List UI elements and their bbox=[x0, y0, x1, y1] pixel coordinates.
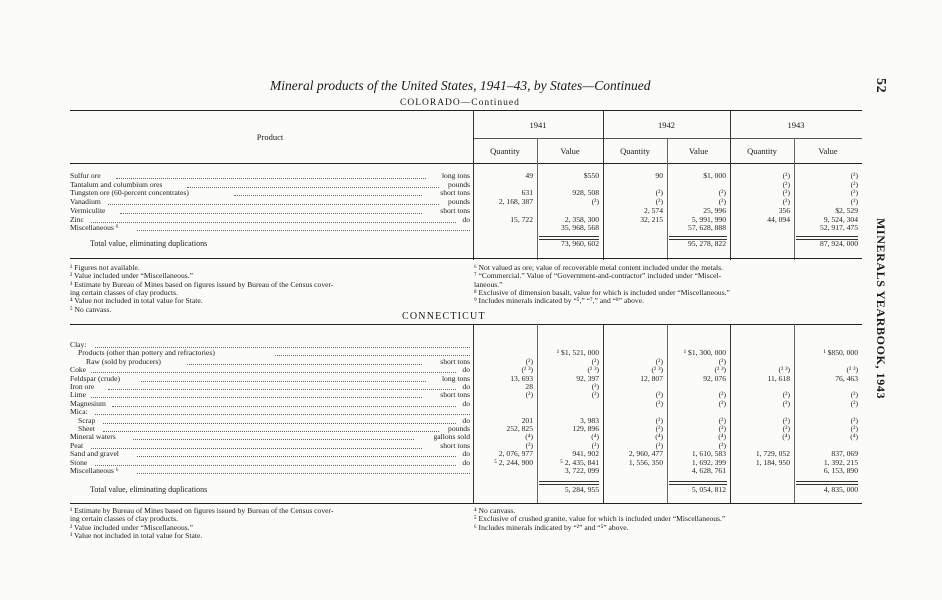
column-header-value: Value bbox=[560, 146, 580, 156]
row-label: Sand and gravel bbox=[70, 450, 119, 459]
value-cell: 4, 628, 761 bbox=[691, 466, 726, 475]
quantity-cell: (²) bbox=[655, 188, 663, 198]
leader-dots bbox=[91, 397, 422, 398]
value-cell: 5, 991, 990 bbox=[691, 214, 726, 224]
leader-dots bbox=[137, 230, 470, 231]
value-cell: (²) bbox=[850, 197, 858, 207]
row-unit: long tons bbox=[441, 373, 470, 383]
value-cell: ¹ $1, 521, 000 bbox=[556, 348, 599, 358]
quantity-cell: 28 bbox=[525, 382, 533, 391]
value-cell: ⁵ 2, 435, 841 bbox=[560, 457, 599, 467]
total-value: 4, 835, 000 bbox=[823, 485, 858, 494]
value-cell: 35, 968, 568 bbox=[561, 223, 599, 233]
value-cell: ¹ $1, 300, 000 bbox=[683, 348, 726, 358]
value-cell: (²) bbox=[591, 440, 599, 450]
value-cell: (²) bbox=[718, 424, 726, 433]
column-header-year: 1942 bbox=[658, 120, 675, 130]
quantity-cell: (² ³) bbox=[651, 365, 663, 375]
quantity-cell: 11, 618 bbox=[767, 373, 790, 383]
value-cell: (²) bbox=[718, 356, 726, 366]
table-row bbox=[70, 366, 470, 374]
leader-dots bbox=[108, 389, 456, 390]
footnote: ⁷ “Commercial.” Value of “Government-and-contractor” included under “Miscel- bbox=[474, 271, 722, 281]
quantity-cell: (²) bbox=[782, 171, 790, 180]
row-unit: short tons bbox=[440, 205, 470, 215]
footnote: ⁵ Exclusive of crushed granite, value for which is included under “Miscellaneous.” bbox=[474, 514, 726, 524]
footnote: ⁹ Includes minerals indicated by “⁵,” “⁷,” and “⁸” above. bbox=[474, 296, 644, 306]
leader-dots bbox=[120, 213, 422, 214]
table-row bbox=[70, 391, 470, 399]
quantity-cell: 12, 807 bbox=[640, 373, 663, 383]
value-cell: $550 bbox=[583, 171, 599, 180]
value-cell: (²) bbox=[591, 197, 599, 207]
quantity-cell: 2, 076, 977 bbox=[498, 449, 533, 459]
row-unit: long tons bbox=[441, 171, 470, 180]
value-cell: ¹ $850, 000 bbox=[823, 348, 858, 358]
row-label: Lime bbox=[70, 391, 87, 400]
colorado-total-label: Total value, eliminating duplications bbox=[90, 239, 208, 248]
column-header-year: 1943 bbox=[787, 120, 805, 130]
value-cell: $2, 529 bbox=[835, 205, 858, 215]
value-cell: (² ³) bbox=[587, 365, 599, 375]
row-unit: do bbox=[462, 449, 470, 459]
quantity-cell: (²) bbox=[655, 415, 663, 425]
side-header bbox=[870, 78, 890, 498]
quantity-cell: (²) bbox=[655, 356, 663, 366]
value-cell: 837, 069 bbox=[831, 449, 858, 459]
value-cell: (²) bbox=[850, 424, 858, 433]
leader-dots bbox=[116, 178, 426, 179]
value-cell: 6, 153, 890 bbox=[823, 466, 858, 475]
value-cell: (²) bbox=[850, 390, 858, 400]
table-row bbox=[70, 358, 470, 366]
table-row bbox=[70, 467, 470, 475]
quantity-cell: 2, 168, 387 bbox=[498, 197, 533, 207]
footnote: ¹ Figures not available. bbox=[70, 263, 140, 272]
value-cell: (²) bbox=[718, 440, 726, 450]
quantity-cell: 90 bbox=[655, 171, 663, 180]
row-unit: short tons bbox=[440, 390, 470, 400]
row-label: Raw (sold by producers) bbox=[86, 357, 161, 366]
row-label: Tungsten ore (60-percent concentrates) bbox=[70, 189, 189, 198]
row-label: Iron ore bbox=[70, 383, 95, 391]
quantity-cell: (²) bbox=[782, 424, 790, 433]
quantity-cell: 1, 556, 350 bbox=[628, 457, 663, 467]
value-cell: (²) bbox=[718, 415, 726, 425]
total-value: 5, 284, 955 bbox=[564, 485, 599, 494]
table-row bbox=[70, 207, 470, 215]
row-unit: do bbox=[462, 365, 470, 375]
value-cell: 92, 397 bbox=[576, 373, 599, 383]
quantity-cell: (²) bbox=[782, 197, 790, 207]
footnote: ¹ Estimate by Bureau of Mines based on figures issued by Bureau of the Census cover- bbox=[70, 506, 334, 515]
value-cell: (²) bbox=[591, 356, 599, 366]
value-cell: (²) bbox=[591, 390, 599, 400]
table-row bbox=[70, 433, 470, 441]
row-label: Feldspar (crude) bbox=[70, 374, 120, 383]
quantity-cell: 631 bbox=[521, 188, 533, 198]
column-header-value: Value bbox=[688, 146, 709, 156]
row-label: Vanadium bbox=[70, 198, 101, 207]
row-label: Peat bbox=[70, 441, 84, 450]
table-row bbox=[70, 408, 470, 416]
quantity-cell: (²) bbox=[525, 390, 533, 400]
table-row bbox=[70, 181, 470, 189]
row-unit: do bbox=[462, 214, 470, 224]
value-cell: $1, 000 bbox=[703, 171, 726, 180]
row-unit: do bbox=[462, 398, 470, 408]
row-label: Coke bbox=[70, 366, 87, 375]
table-row bbox=[70, 349, 470, 357]
table-row bbox=[70, 198, 470, 206]
quantity-cell: (²) bbox=[655, 424, 663, 433]
value-cell: (² ³) bbox=[846, 365, 858, 375]
quantity-cell: (²) bbox=[782, 398, 790, 408]
footnote: ⁸ Exclusive of dimension basalt, value for which is included under “Miscellaneous.” bbox=[474, 287, 730, 297]
leader-dots bbox=[112, 406, 456, 407]
row-unit: short tons bbox=[440, 440, 470, 450]
row-unit: short tons bbox=[440, 188, 470, 198]
value-cell: 57, 628, 888 bbox=[688, 223, 726, 233]
leader-dots bbox=[91, 222, 456, 223]
row-unit: pounds bbox=[448, 197, 470, 207]
value-cell: 941, 902 bbox=[572, 449, 599, 459]
row-label: Stone bbox=[70, 458, 88, 467]
quantity-cell: 44, 094 bbox=[767, 214, 790, 224]
quantity-cell: (²) bbox=[655, 398, 663, 408]
row-label: Tantalum and columbium ores bbox=[70, 180, 163, 189]
footnote: ⁵ No canvass. bbox=[70, 304, 112, 314]
value-cell: (²) bbox=[718, 188, 726, 198]
value-cell: (²) bbox=[850, 415, 858, 425]
row-label: Magnesium bbox=[70, 399, 106, 408]
leader-dots bbox=[187, 364, 422, 365]
row-unit: do bbox=[462, 457, 470, 467]
running-head: MINERALS YEARBOOK, 1943 bbox=[874, 218, 888, 400]
quantity-cell: (²) bbox=[525, 440, 533, 450]
page-title: Mineral products of the United States, 1941–43, by States—Continued bbox=[270, 78, 651, 93]
quantity-cell: (²) bbox=[655, 390, 663, 400]
value-cell: 129, 896 bbox=[572, 424, 599, 433]
value-cell: 3, 722, 099 bbox=[564, 466, 599, 475]
column-header-quantity: Quantity bbox=[747, 146, 777, 156]
quantity-cell: 32, 215 bbox=[640, 214, 663, 224]
total-value: 87, 924, 000 bbox=[820, 239, 858, 248]
row-unit: gallons sold bbox=[433, 432, 470, 442]
leader-dots bbox=[187, 187, 438, 188]
row-label: Mica: bbox=[70, 408, 88, 417]
table-row bbox=[70, 450, 470, 458]
table-row bbox=[70, 341, 470, 349]
value-cell: 92, 076 bbox=[703, 373, 726, 383]
value-cell: 9, 524, 304 bbox=[823, 214, 858, 224]
value-cell: (²) bbox=[850, 179, 858, 189]
value-cell: 76, 463 bbox=[835, 373, 858, 383]
footnote: ⁴ No canvass. bbox=[474, 506, 516, 515]
total-value: 73, 960, 602 bbox=[561, 239, 599, 248]
table-row bbox=[70, 224, 470, 232]
quantity-cell: 13, 693 bbox=[510, 373, 533, 383]
leader-dots bbox=[95, 347, 470, 348]
value-cell: (⁴) bbox=[718, 432, 726, 442]
value-cell: 3, 983 bbox=[580, 415, 599, 425]
quantity-cell: (²) bbox=[782, 179, 790, 189]
value-cell: 928, 508 bbox=[572, 188, 599, 198]
table-row bbox=[70, 216, 470, 224]
value-cell: (²) bbox=[850, 398, 858, 408]
quantity-cell: 356 bbox=[778, 205, 790, 215]
column-header-year: 1941 bbox=[529, 120, 547, 130]
leader-dots bbox=[103, 431, 439, 432]
row-label: Mineral waters bbox=[70, 433, 116, 442]
table-row bbox=[70, 375, 470, 383]
value-cell: (²) bbox=[718, 398, 726, 408]
table-row bbox=[70, 383, 470, 391]
value-cell: (²) bbox=[718, 197, 726, 207]
quantity-cell: (²) bbox=[782, 188, 790, 198]
total-value: 95, 278, 822 bbox=[688, 239, 726, 248]
leader-dots bbox=[234, 195, 422, 196]
quantity-cell: (⁴) bbox=[782, 432, 790, 442]
row-label: Miscellaneous ⁶ bbox=[70, 467, 119, 475]
quantity-cell: 2, 960, 477 bbox=[628, 449, 663, 459]
quantity-cell: ⁵ 2, 244, 900 bbox=[494, 457, 533, 467]
value-cell: 25, 996 bbox=[703, 205, 726, 215]
leader-dots bbox=[141, 381, 426, 382]
footnote: ³ Estimate by Bureau of Mines based on figures issued by Bureau of the Census cover- bbox=[70, 279, 334, 289]
table-row bbox=[70, 417, 470, 425]
row-label: Zinc bbox=[70, 215, 84, 224]
footnote: laneous.” bbox=[474, 279, 503, 289]
value-cell: 1, 392, 215 bbox=[823, 457, 858, 467]
row-label: Vermiculite bbox=[70, 206, 106, 215]
footnote: ³ Value not included in total value for State. bbox=[70, 530, 203, 540]
row-unit: do bbox=[462, 415, 470, 425]
quantity-cell: 1, 729, 052 bbox=[755, 449, 790, 459]
value-cell: 1, 610, 583 bbox=[691, 449, 726, 459]
value-cell: (⁴) bbox=[850, 432, 858, 442]
row-label: Clay: bbox=[70, 341, 87, 349]
quantity-cell: (²) bbox=[655, 197, 663, 207]
quantity-cell: 49 bbox=[525, 171, 533, 180]
footnote: ing certain classes of clay products. bbox=[70, 287, 178, 297]
row-label: Sulfur ore bbox=[70, 172, 101, 180]
total-value: 5, 054, 812 bbox=[691, 485, 726, 494]
table-row bbox=[70, 459, 470, 467]
row-label: Miscellaneous ⁹ bbox=[70, 224, 119, 233]
footnote: ⁶ Includes minerals indicated by “²” and “⁵” above. bbox=[474, 522, 629, 532]
connecticut-total-label: Total value, eliminating duplications bbox=[90, 485, 208, 494]
table-row bbox=[70, 442, 470, 450]
value-cell: (⁴) bbox=[591, 432, 599, 442]
value-cell: (² ³) bbox=[714, 365, 726, 375]
leader-dots bbox=[108, 204, 439, 205]
state-heading-colorado: COLORADO—Continued bbox=[400, 98, 520, 108]
leader-dots bbox=[137, 473, 470, 474]
state-heading-connecticut: CONNECTICUT bbox=[402, 311, 486, 322]
row-label: Scrap bbox=[78, 416, 96, 425]
footnote: ² Value included under “Miscellaneous.” bbox=[70, 522, 193, 532]
value-cell: (³) bbox=[591, 382, 599, 391]
footnote: ⁴ Value not included in total value for State. bbox=[70, 296, 203, 306]
quantity-cell: (² ³) bbox=[778, 365, 790, 375]
row-unit: do bbox=[462, 382, 470, 391]
value-cell: 1, 692, 399 bbox=[691, 457, 726, 467]
table-row bbox=[70, 425, 470, 433]
table-row bbox=[70, 172, 470, 180]
quantity-cell: (²) bbox=[655, 440, 663, 450]
row-label: Sheet bbox=[78, 425, 95, 433]
quantity-cell: 1, 184, 950 bbox=[755, 457, 790, 467]
value-cell: (²) bbox=[850, 171, 858, 180]
quantity-cell: 252, 825 bbox=[506, 424, 533, 433]
row-unit: pounds bbox=[448, 179, 470, 189]
value-cell: (²) bbox=[850, 188, 858, 198]
leader-dots bbox=[95, 414, 470, 415]
quantity-cell: 15, 722 bbox=[510, 214, 533, 224]
page-number: 52 bbox=[873, 78, 888, 94]
column-header-quantity: Quantity bbox=[620, 146, 650, 156]
value-cell: (²) bbox=[718, 390, 726, 400]
quantity-cell: 201 bbox=[521, 415, 533, 425]
quantity-cell: 2, 574 bbox=[644, 205, 663, 215]
table-row bbox=[70, 400, 470, 408]
row-unit: pounds bbox=[448, 424, 470, 433]
value-cell: 2, 358, 300 bbox=[564, 214, 599, 224]
leader-dots bbox=[91, 448, 422, 449]
footnote: ⁶ Not valued as ore; value of recoverable metal content included under the metals. bbox=[474, 263, 723, 272]
leader-dots bbox=[103, 423, 456, 424]
row-label: Products (other than pottery and refractories) bbox=[78, 349, 215, 358]
leader-dots bbox=[91, 372, 456, 373]
footnote: ² Value included under “Miscellaneous.” bbox=[70, 271, 193, 281]
leader-dots bbox=[133, 439, 414, 440]
table-row bbox=[70, 189, 470, 197]
column-header-quantity: Quantity bbox=[490, 146, 520, 156]
leader-dots bbox=[95, 465, 456, 466]
quantity-cell: (² ³) bbox=[521, 365, 533, 375]
quantity-cell: (²) bbox=[782, 390, 790, 400]
quantity-cell: (²) bbox=[525, 356, 533, 366]
quantity-cell: (⁴) bbox=[655, 432, 663, 442]
quantity-cell: (⁴) bbox=[525, 432, 533, 442]
footnote: ing certain classes of clay products. bbox=[70, 514, 178, 524]
column-header-value: Value bbox=[818, 146, 838, 156]
value-cell: 52, 917, 475 bbox=[820, 223, 858, 233]
row-unit: short tons bbox=[440, 356, 470, 366]
quantity-cell: (²) bbox=[782, 415, 790, 425]
leader-dots bbox=[137, 456, 456, 457]
column-header-product: Product bbox=[256, 132, 284, 142]
